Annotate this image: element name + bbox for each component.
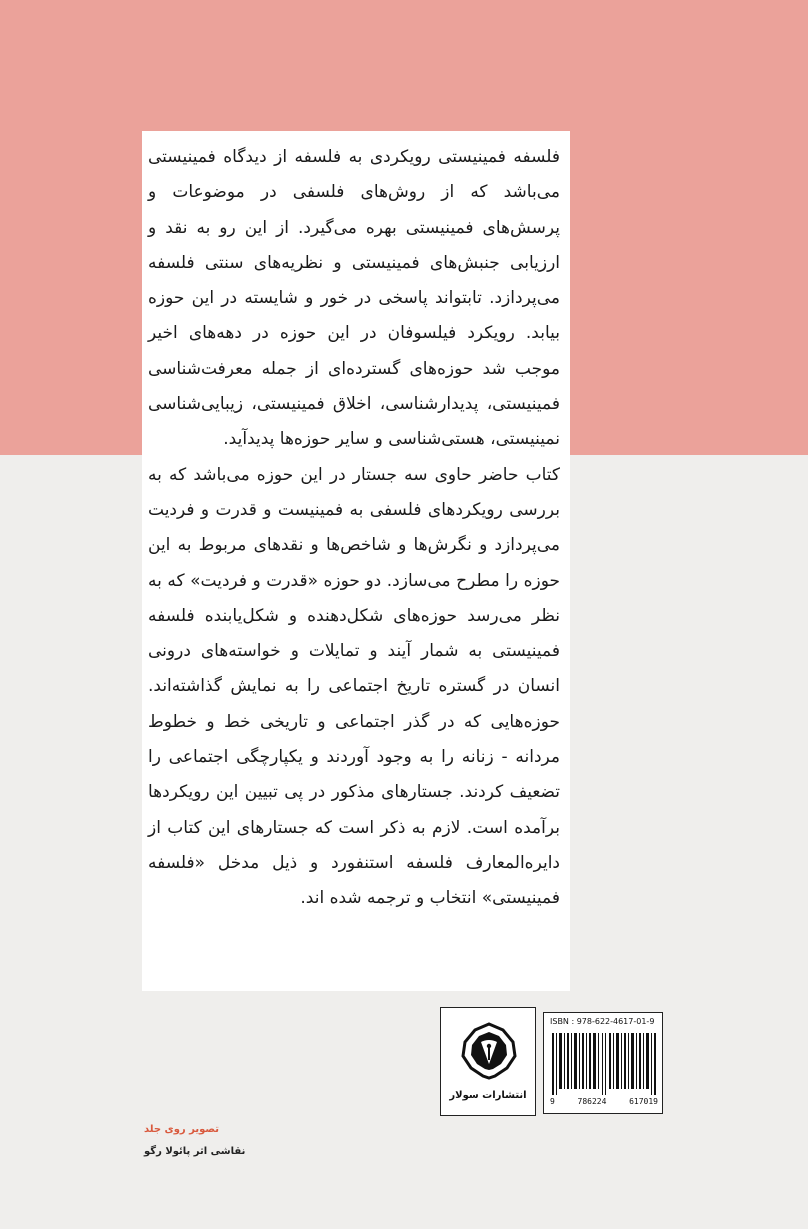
barcode-digit-group: 617019 xyxy=(629,1097,658,1106)
barcode-digit-group: 786224 xyxy=(577,1097,607,1106)
back-cover-blurb xyxy=(148,140,560,917)
barcode-digit-group: 9 xyxy=(550,1097,555,1106)
publisher-logo-box xyxy=(440,1007,536,1116)
publisher-name: انتشارات سولار xyxy=(449,1090,527,1101)
pen-nib-book-logo-icon xyxy=(455,1020,523,1088)
cover-image-credit-label: تصویر روی جلد xyxy=(144,1124,220,1135)
barcode-digits xyxy=(550,1097,658,1106)
barcode-bars xyxy=(552,1033,656,1095)
cover-image-artist: نقاشی اثر پائولا رگو xyxy=(144,1146,246,1157)
blurb-paragraph-1: فلسفه فمینیستی رویکردی به فلسفه از دیدگاه فمینیستی می‌باشد که از روش‌های فلسفی در موضوعات و پرسش‌های فمینیستی بهره می‌گیرد. از این رو به نقد و ارزیابی جنبش‌های فمینیستی و نظریه‌های سنتی فلسفه می‌پردازد. تابتواند پاسخی در خور و شایسته در این حوزه بیابد. رویکرد فیلسوفان در این حوزه در دهه‌های اخیر موجب شد حوزه‌های گسترده‌ای از جمله معرفت‌شناسی فمینیستی، پدیدارشناسی، اخلاق فمینیستی، زیبایی‌شناسی نمینیستی، هستی‌شناسی و سایر حوزه‌ها پدیدآید. xyxy=(148,147,560,450)
isbn-barcode xyxy=(543,1012,663,1114)
blurb-paragraph-2: کتاب حاضر حاوی سه جستار در این حوزه می‌باشد که به بررسی رویکردهای فلسفی به فمینیست و قدرت و فردیت می‌پردازد و نگرش‌ها و شاخص‌ها و نقدهای مربوط به این حوزه را مطرح می‌سازد. دو حوزه «قدرت و فردیت» که به نظر می‌رسد حوزه‌های شکل‌دهنده و شکل‌یابنده فلسفه فمینیستی به شمار آیند و تمایلات و خواسته‌های درونی انسان در گستره تاریخ اجتماعی را به نمایش گذاشته‌اند. حوزه‌هایی که در گذر اجتماعی و تاریخی خط و خطوط مردانه - زنانه را به وجود آوردند و یکپارچگی اجتماعی را تضعیف کردند. جستارهای مذکور در پی تبیین این رویکردها برآمده است. لازم به ذکر است که جستارهای این کتاب از دایره‌المعارف فلسفه استنفورد و ذیل مدخل «فلسفه فمینیستی» انتخاب و ترجمه شده اند. xyxy=(148,464,560,909)
isbn-label: ISBN : 978-622-4617-01-9 xyxy=(550,1017,655,1026)
